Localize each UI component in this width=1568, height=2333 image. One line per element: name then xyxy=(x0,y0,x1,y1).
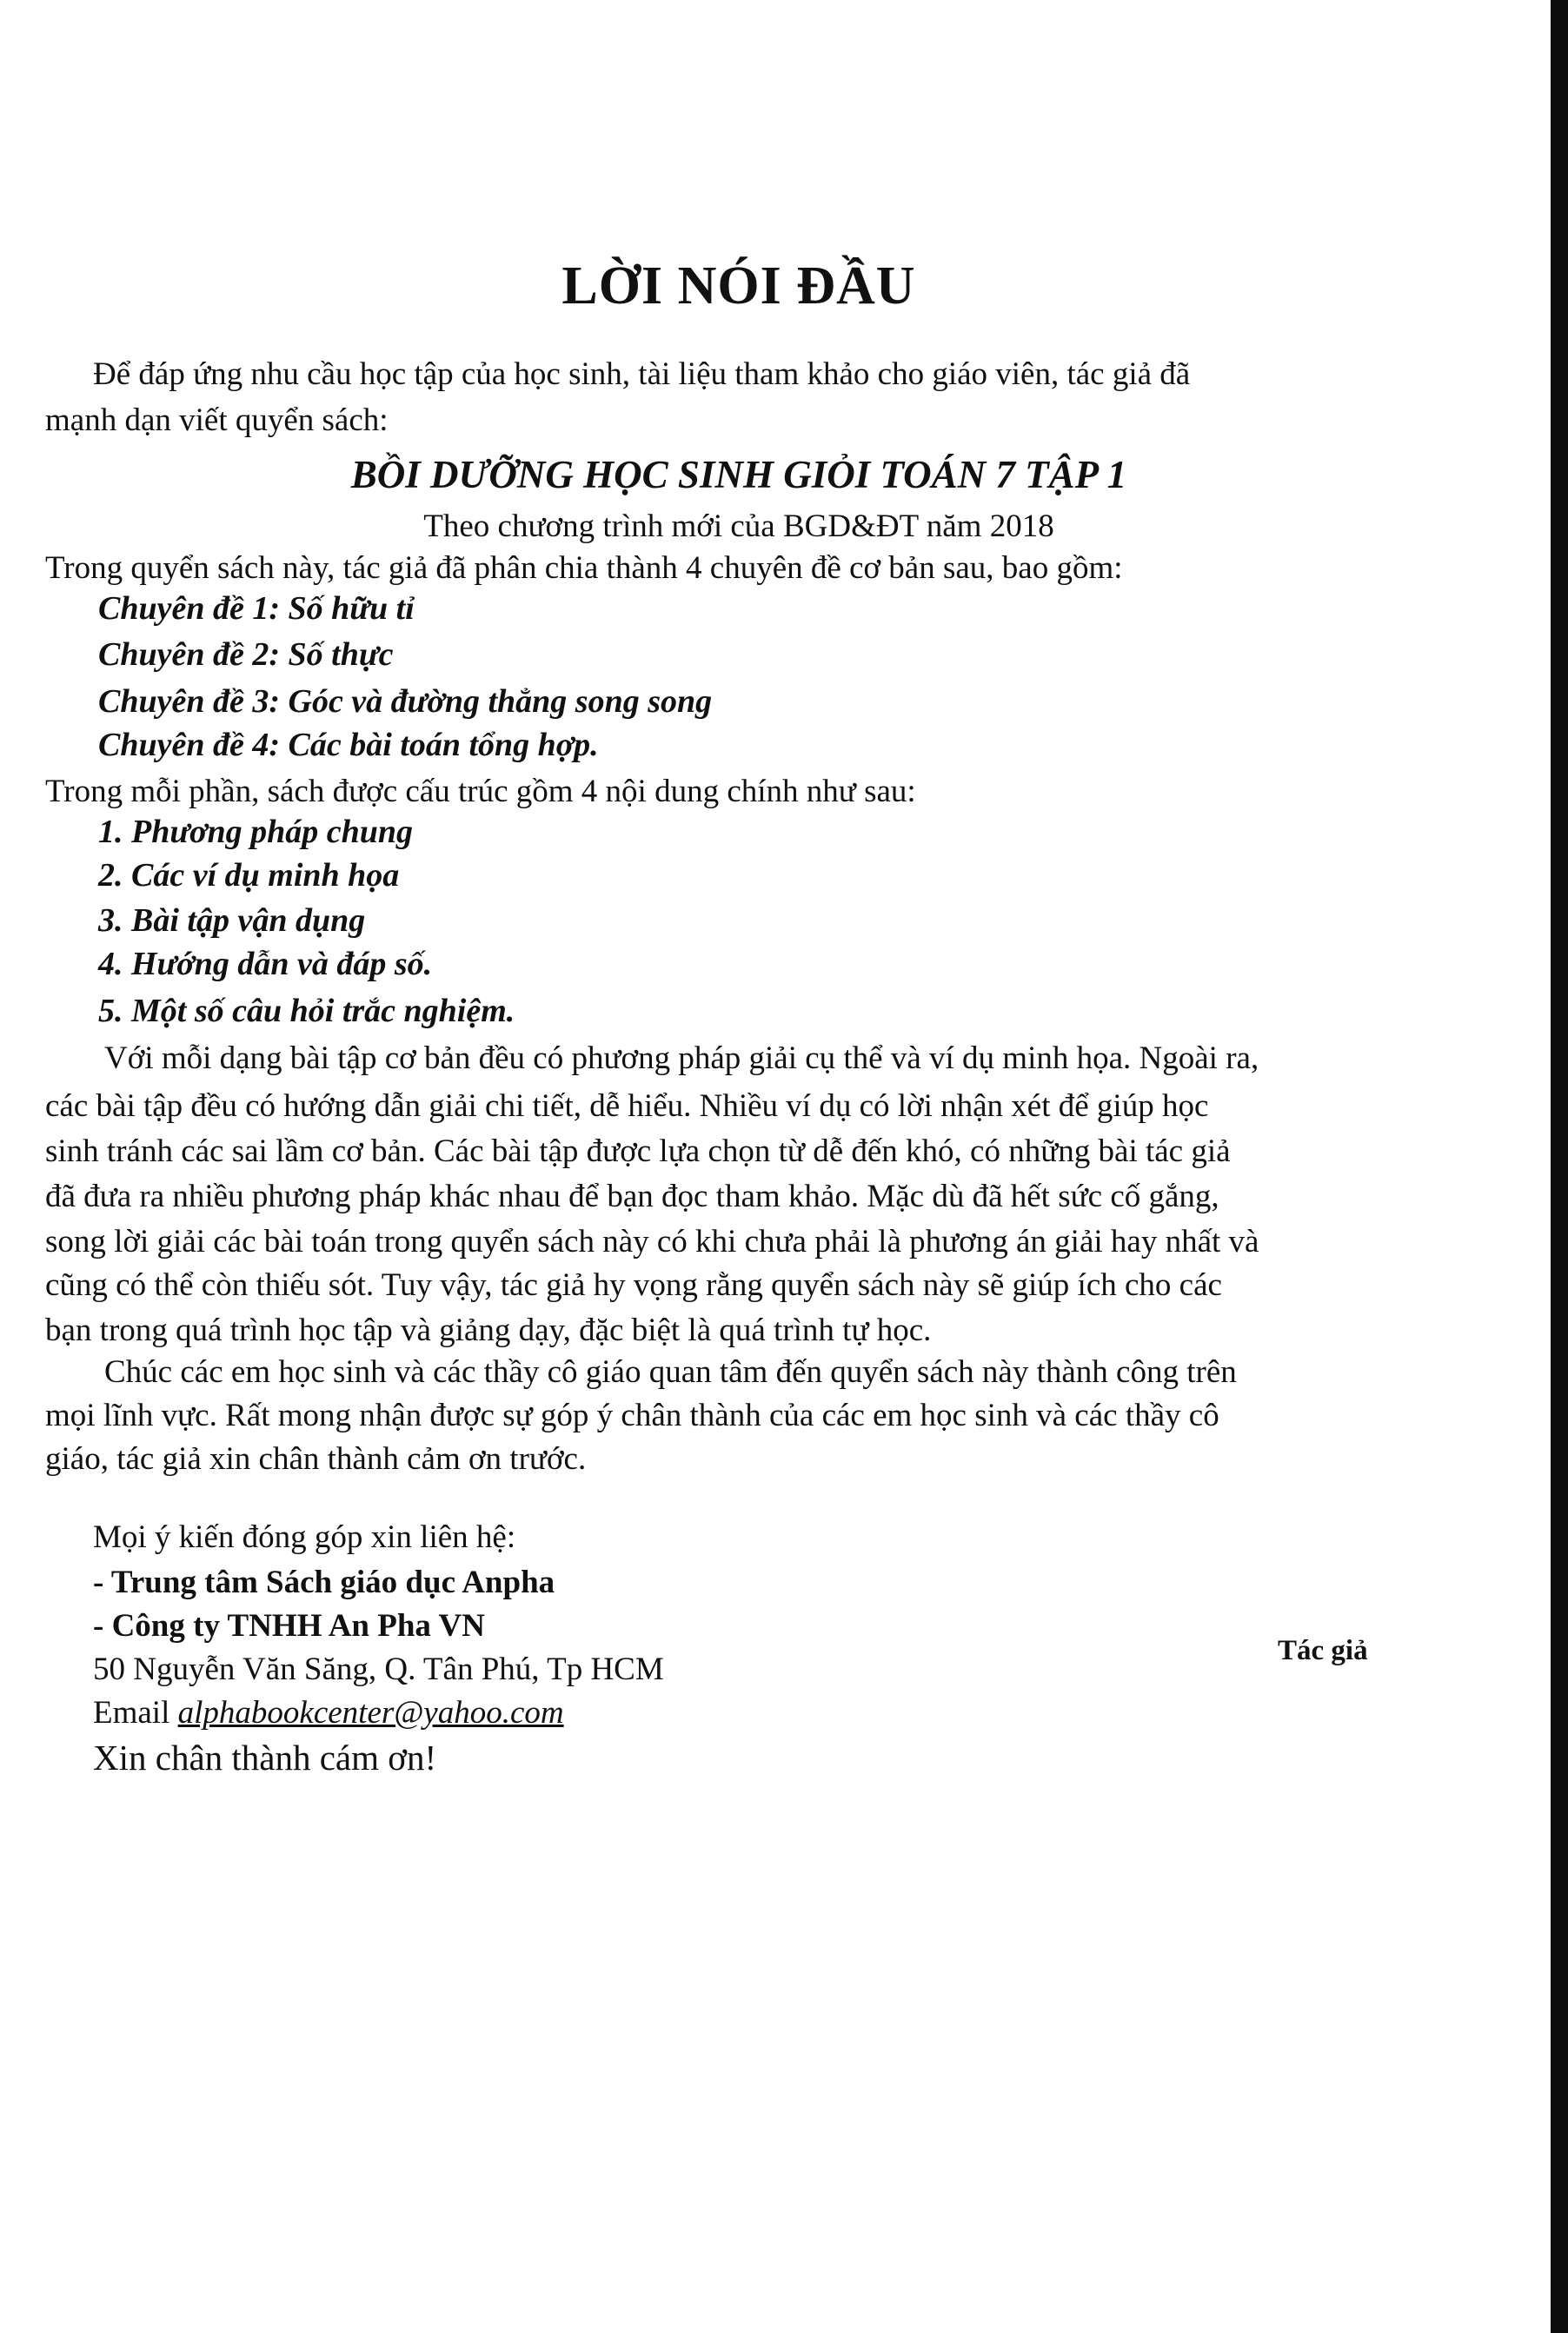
chapter-item: Chuyên đề 1: Số hữu tỉ xyxy=(98,590,415,627)
paragraph-line: Chúc các em học sinh và các thầy cô giáo quan tâm đến quyển sách này thành công trên xyxy=(104,1354,1237,1390)
paragraph-line: đã đưa ra nhiều phương pháp khác nhau để bạn đọc tham khảo. Mặc dù đã hết sức cố gắng, xyxy=(45,1179,1219,1214)
contact-intro: Mọi ý kiến đóng góp xin liên hệ: xyxy=(93,1519,516,1555)
paragraph-line: giáo, tác giả xin chân thành cảm ơn trước. xyxy=(45,1441,587,1477)
book-subtitle: Theo chương trình mới của BGD&ĐT năm 2018 xyxy=(423,508,1054,544)
paragraph-line: cũng có thể còn thiếu sót. Tuy vậy, tác giả hy vọng rằng quyển sách này sẽ giúp ích cho các xyxy=(45,1267,1222,1303)
chapter-item: Chuyên đề 3: Góc và đường thẳng song song xyxy=(98,683,713,720)
paragraph-line: Với mỗi dạng bài tập cơ bản đều có phương pháp giải cụ thể và ví dụ minh họa. Ngoài ra, xyxy=(104,1040,1259,1076)
contact-address: 50 Nguyễn Văn Săng, Q. Tân Phú, Tp HCM xyxy=(93,1652,664,1687)
paragraph-line: các bài tập đều có hướng dẫn giải chi tiết, dễ hiểu. Nhiều ví dụ có lời nhận xét để giúp học xyxy=(45,1088,1209,1124)
structure-item: 5. Một số câu hỏi trắc nghiệm. xyxy=(98,993,515,1029)
book-title: BỒI DƯỠNG HỌC SINH GIỎI TOÁN 7 TẬP 1 xyxy=(350,453,1127,496)
scan-border xyxy=(1551,0,1568,2333)
email-label: Email xyxy=(93,1695,170,1731)
page-title: LỜI NÓI ĐẦU xyxy=(561,256,916,316)
intro-line-2: mạnh dạn viết quyển sách: xyxy=(45,402,389,438)
chapter-item: Chuyên đề 4: Các bài toán tổng hợp. xyxy=(98,727,599,763)
structure-item: 1. Phương pháp chung xyxy=(98,814,414,850)
structure-item: 3. Bài tập vận dụng xyxy=(98,902,366,939)
paragraph-line: mọi lĩnh vực. Rất mong nhận được sự góp ý chân thành của các em học sinh và các thầy cô xyxy=(45,1398,1219,1433)
paragraph-line: song lời giải các bài toán trong quyển sách này có khi chưa phải là phương án giải hay nhất và xyxy=(45,1224,1259,1260)
contact-email-row xyxy=(93,1697,564,1729)
structure-item: 2. Các ví dụ minh họa xyxy=(98,857,400,894)
email-link[interactable]: alphabookcenter@yahoo.com xyxy=(177,1695,564,1731)
contact-org-2: - Công ty TNHH An Pha VN xyxy=(93,1608,485,1644)
chapter-item: Chuyên đề 2: Số thực xyxy=(98,636,394,673)
paragraph-line: sinh tránh các sai lầm cơ bản. Các bài tập được lựa chọn từ dễ đến khó, có những bài tác giả xyxy=(45,1133,1231,1169)
contact-org-1: - Trung tâm Sách giáo dục Anpha xyxy=(93,1565,555,1600)
chapters-intro: Trong quyển sách này, tác giả đã phân chia thành 4 chuyên đề cơ bản sau, bao gồm: xyxy=(45,550,1123,586)
thanks-line: Xin chân thành cám ơn! xyxy=(93,1738,437,1778)
structure-item: 4. Hướng dẫn và đáp số. xyxy=(98,946,433,982)
intro-line-1: Để đáp ứng nhu cầu học tập của học sinh, tài liệu tham khảo cho giáo viên, tác giả đã xyxy=(93,356,1191,392)
paragraph-line: bạn trong quá trình học tập và giảng dạy, đặc biệt là quá trình tự học. xyxy=(45,1313,932,1348)
author-signature: Tác giả xyxy=(1278,1635,1368,1666)
structure-intro: Trong mỗi phần, sách được cấu trúc gồm 4 nội dung chính như sau: xyxy=(45,774,916,809)
